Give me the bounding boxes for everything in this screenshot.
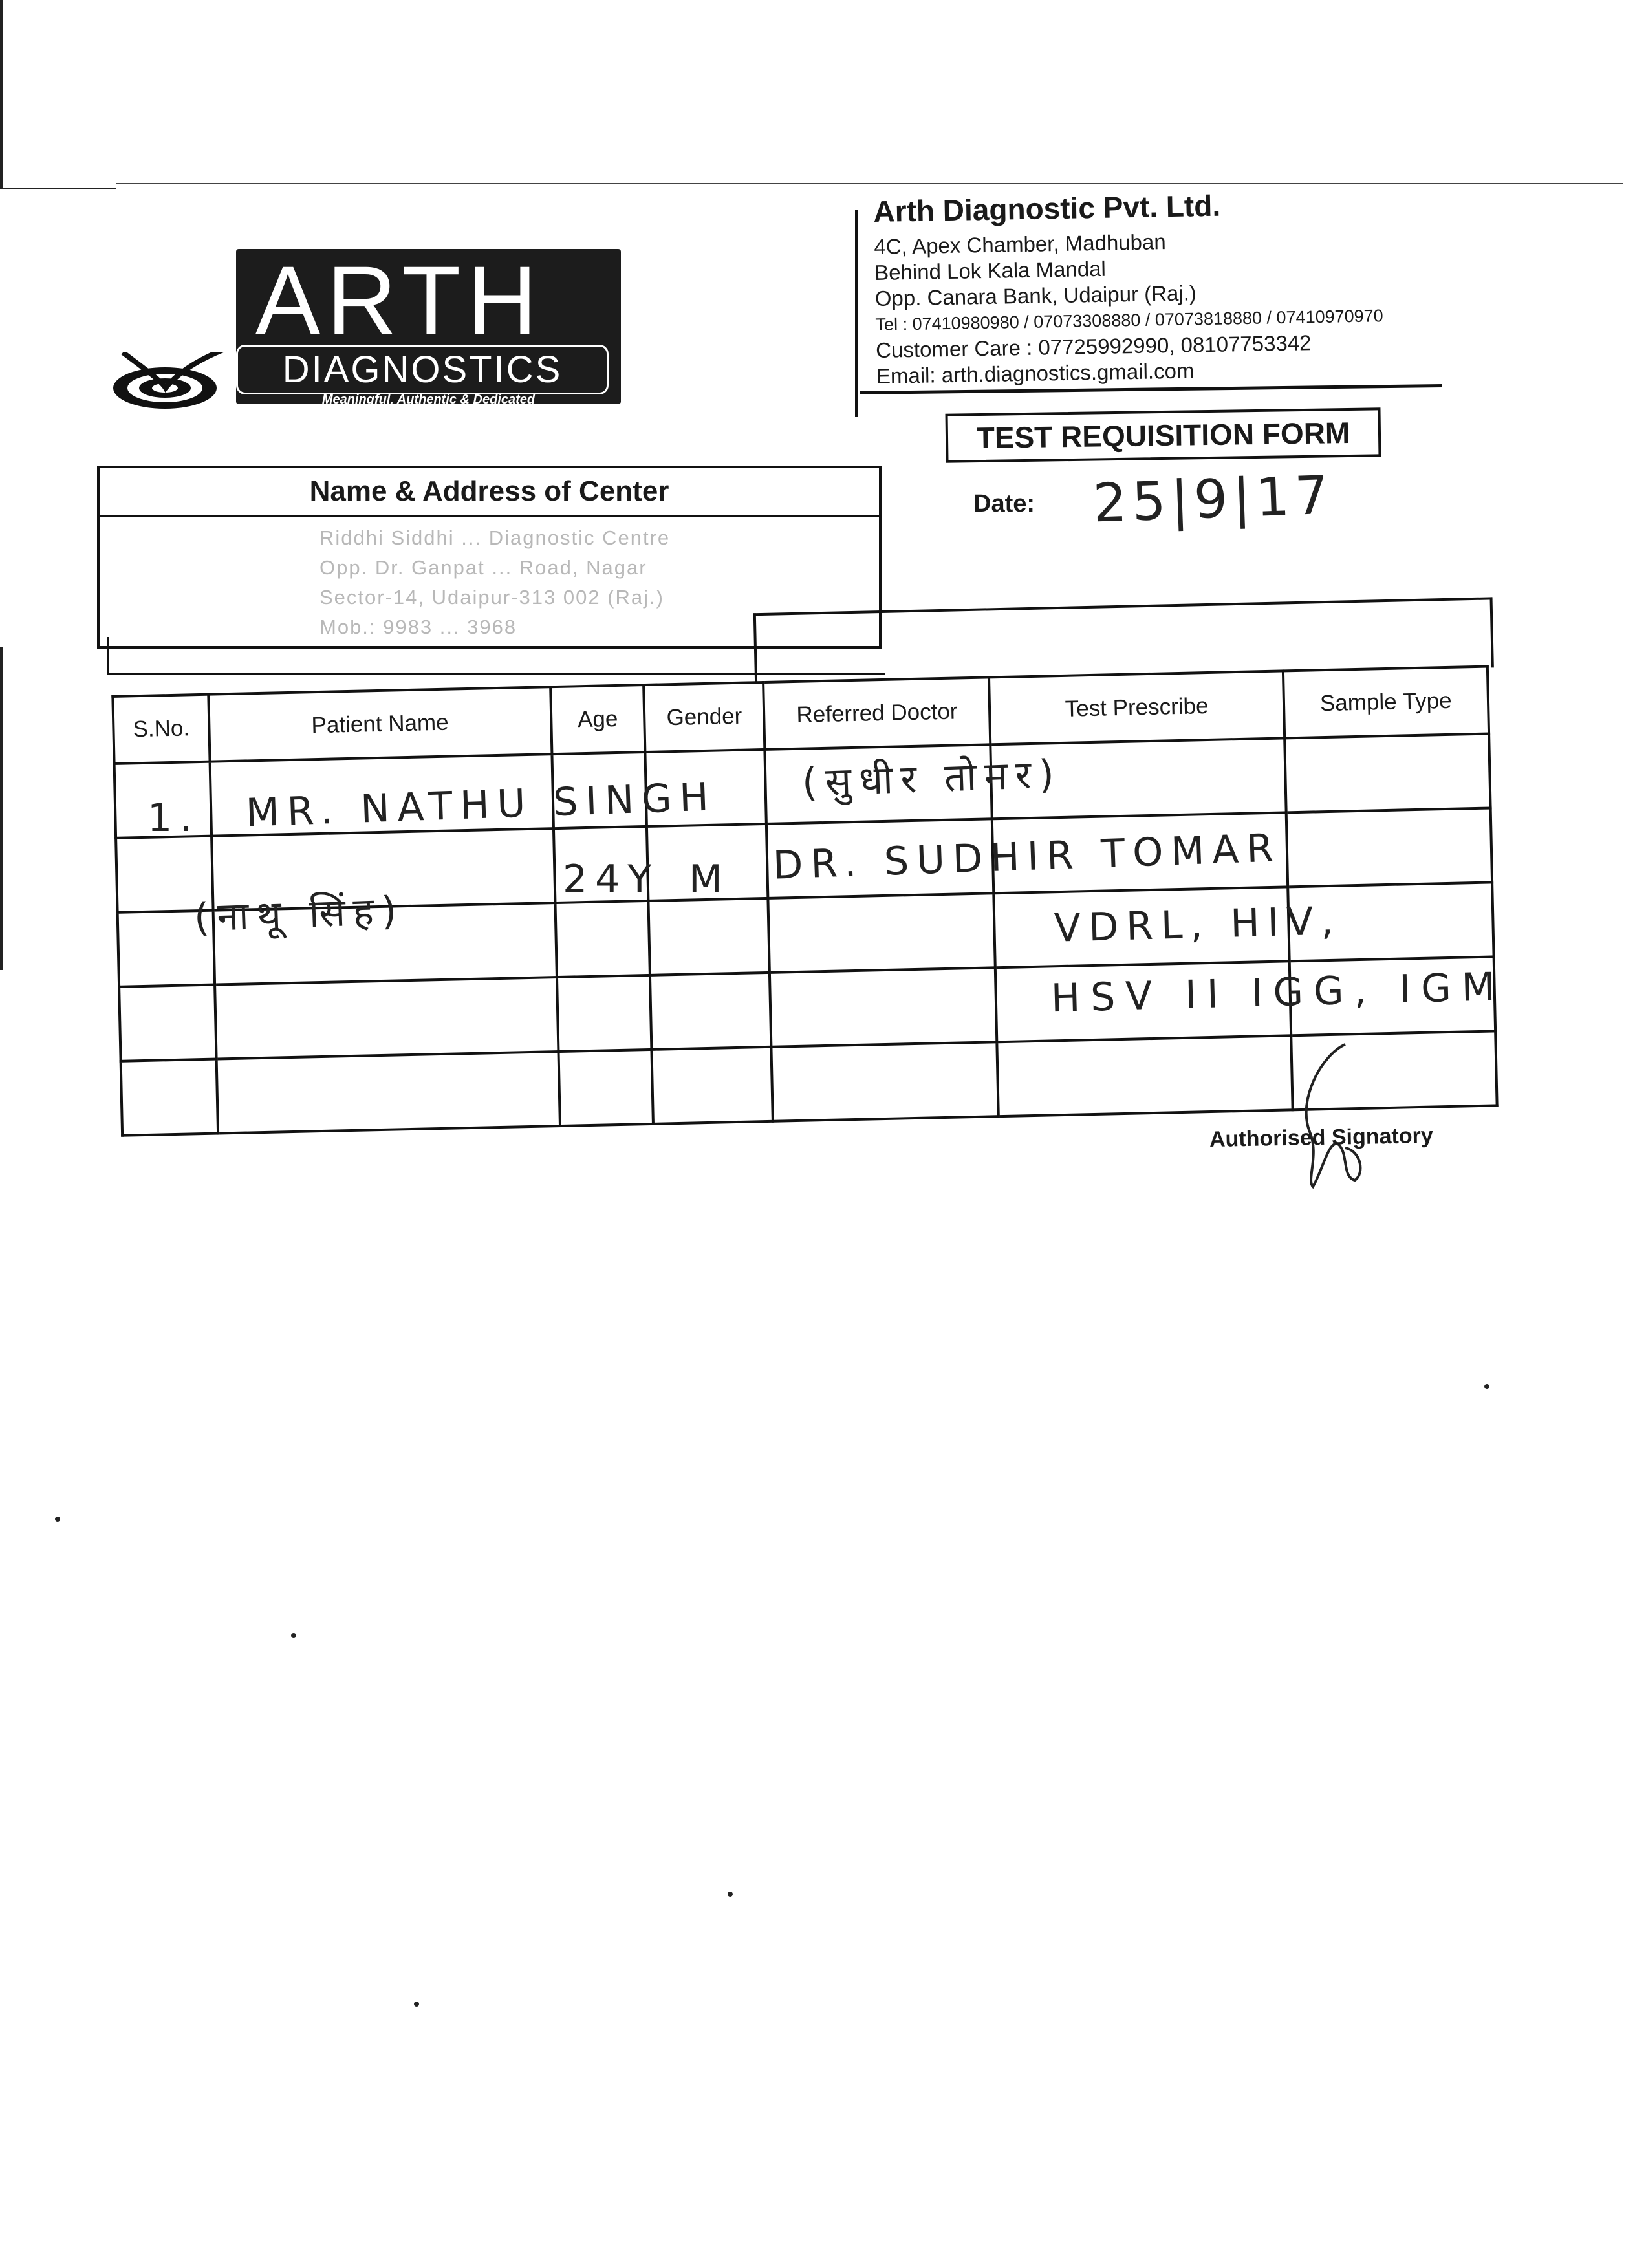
arth-logo	[97, 243, 563, 417]
header-divider	[855, 210, 858, 417]
center-line: Riddhi Siddhi ... Diagnostic Centre	[319, 526, 671, 549]
logo-tagline: Meaningful, Authentic & Dedicated	[321, 393, 536, 407]
phone-numbers: Tel : 07410980980 / 07073308880 / 07073818880 / 07410970970	[875, 306, 1383, 334]
scan-speck	[291, 1633, 296, 1638]
scan-speck	[728, 1892, 733, 1897]
header-gender: Gender	[644, 682, 764, 752]
header-referred-doctor: Referred Doctor	[763, 677, 991, 750]
address-line: Opp. Canara Bank, Udaipur (Raj.)	[874, 281, 1197, 310]
entry-test-line: HSV II IGG, IGM	[1050, 964, 1506, 1022]
scan-edge	[0, 0, 3, 188]
scan-speck	[414, 2002, 419, 2007]
header-sno: S.No.	[113, 695, 210, 764]
form-title: TEST REQUISITION FORM	[946, 407, 1381, 462]
company-info	[873, 184, 1458, 389]
signature-scribble	[1284, 1041, 1374, 1190]
center-title: Name & Address of Center	[100, 468, 879, 517]
entry-referred-doctor: DR. SUDHIR TOMAR	[772, 825, 1283, 889]
logo-wordmark	[236, 246, 621, 407]
entry-age: 24Y	[563, 857, 659, 902]
entry-gender: M	[689, 857, 730, 902]
entry-patient-name-hindi: (नाथू सिंह)	[193, 888, 406, 941]
entry-sno: 1.	[147, 795, 200, 841]
center-line: Mob.: 9983 ... 3968	[319, 616, 517, 638]
center-line: Sector-14, Udaipur-313 002 (Raj.)	[319, 586, 664, 609]
address-line: Behind Lok Kala Mandal	[874, 256, 1107, 285]
header-age: Age	[550, 685, 645, 754]
address-line: 4C, Apex Chamber, Madhuban	[874, 230, 1166, 259]
customer-care: Customer Care : 07725992990, 08107753342	[875, 330, 1312, 362]
date-label: Date:	[973, 490, 1035, 517]
scan-edge	[0, 647, 3, 970]
email: Email: arth.diagnostics.gmail.com	[876, 358, 1195, 388]
authorised-signatory: Authorised Signatory	[1209, 1123, 1433, 1152]
logo-word: ARTH	[255, 246, 544, 354]
header-patient-name: Patient Name	[208, 687, 552, 762]
header-test-prescribe: Test Prescribe	[989, 671, 1284, 744]
center-line: Opp. Dr. Ganpat ... Road, Nagar	[319, 556, 647, 579]
entry-doctor-hindi: (सुधीर तोमर)	[801, 751, 1063, 806]
scan-speck	[55, 1517, 60, 1522]
scan-line	[0, 188, 116, 189]
scan-speck	[1484, 1384, 1489, 1389]
logo-subtitle: DIAGNOSTICS	[236, 345, 609, 394]
scan-line	[116, 183, 1623, 184]
date-value: 25|9|17	[1092, 464, 1335, 535]
company-name: Arth Diagnostic Pvt. Ltd.	[873, 188, 1221, 228]
header-sample-type: Sample Type	[1283, 667, 1489, 739]
entry-test-line: VDRL, HIV,	[1054, 898, 1342, 951]
target-logo-icon	[110, 352, 233, 411]
entry-patient-name: MR. NATHU SINGH	[245, 774, 717, 836]
